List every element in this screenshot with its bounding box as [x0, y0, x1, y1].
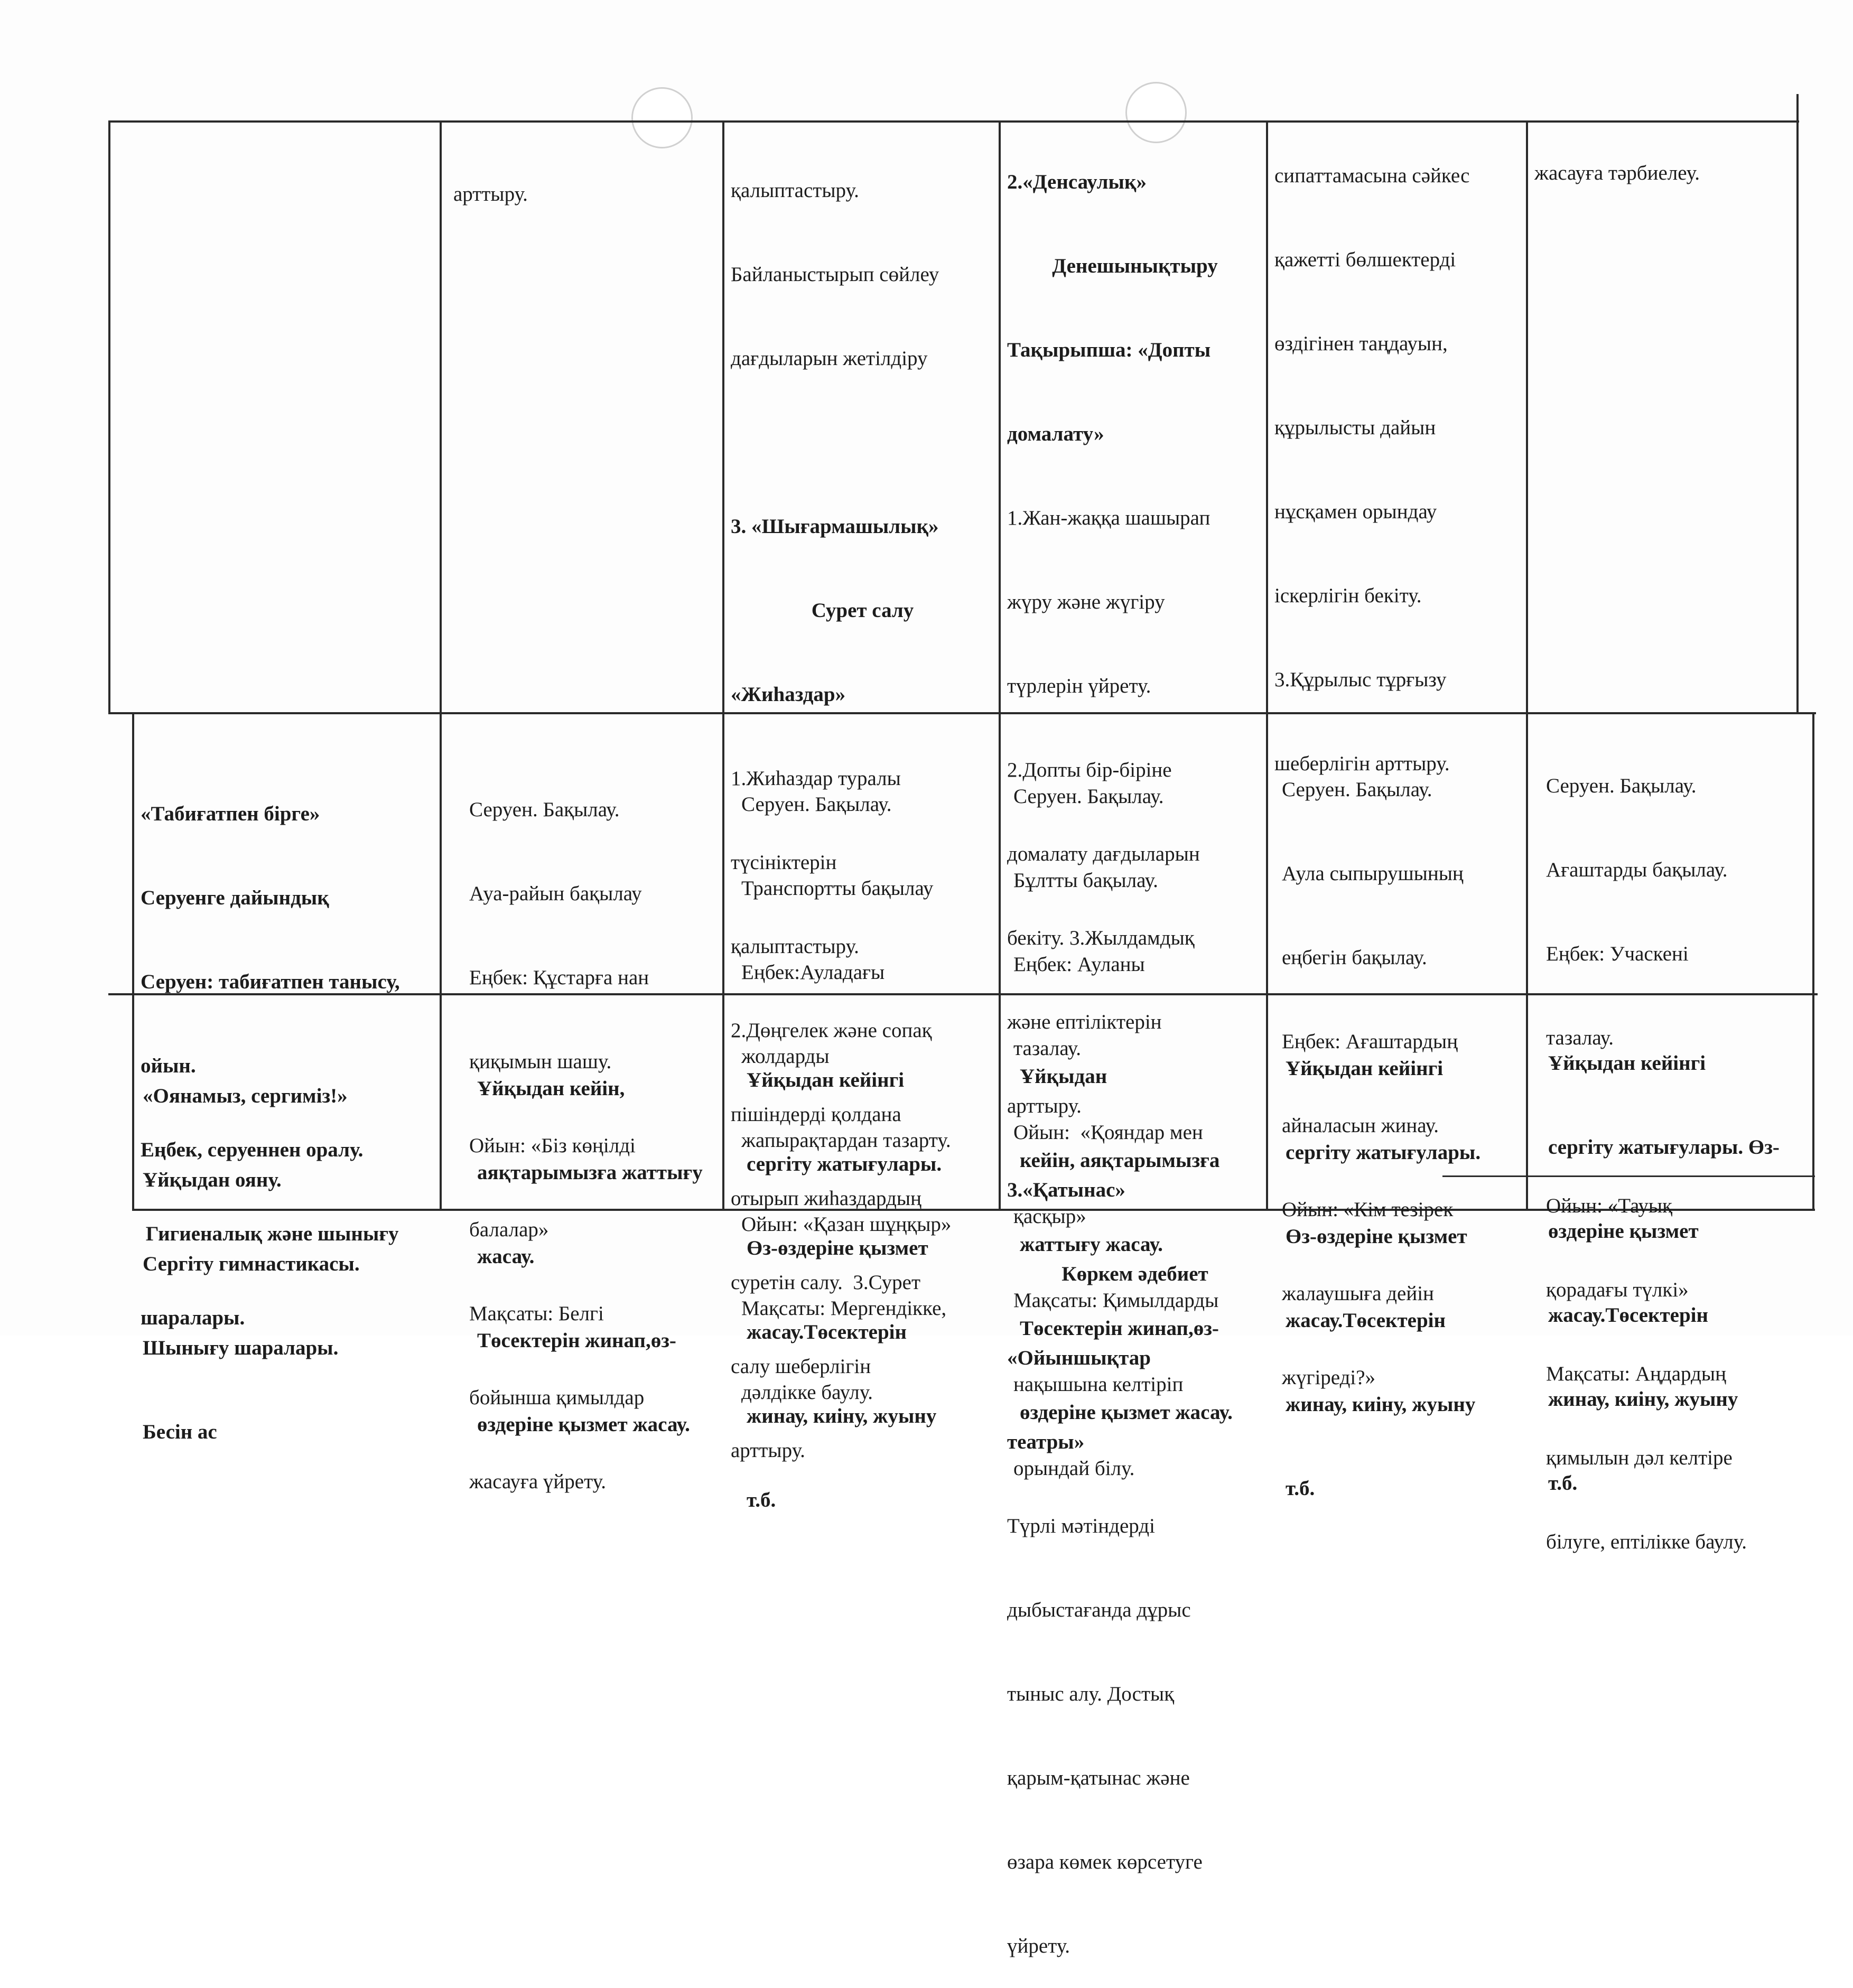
cell-text: жолдарды	[741, 1045, 830, 1068]
cell-text: жаттығу жасау.	[1020, 1233, 1163, 1256]
cell-text: арттыру.	[453, 183, 528, 206]
cell-text: жасау.Төсектерін	[1548, 1304, 1708, 1327]
cell-text: арттыру.	[1007, 1095, 1082, 1117]
cell-text: Ойын: «Тауық	[1546, 1194, 1673, 1217]
cell-text: жүгіреді?»	[1282, 1366, 1376, 1389]
cell-text: дағдыларын жетілдіру	[731, 347, 928, 370]
cell-text: Ойын: «Біз көңілді	[469, 1134, 636, 1157]
wake-row-col3-cell	[742, 1010, 999, 1542]
cell-text: Еңбек: Учаскені	[1546, 942, 1689, 965]
wake-row-col2-cell	[473, 1019, 721, 1467]
cell-text: жасау.Төсектерін	[1286, 1309, 1446, 1332]
cell-text: білуге, ептілікке баулу.	[1546, 1530, 1747, 1553]
cell-text: жинау, киіну, жуыну	[1548, 1388, 1738, 1411]
cell-text: нақышына келтіріп	[1013, 1373, 1184, 1396]
section-heading: 3. «Шығармашылық»	[731, 515, 939, 538]
cell-text: тазалау.	[1013, 1037, 1082, 1060]
cell-text: 1.Жан-жаққа шашырап	[1007, 507, 1210, 529]
cell-text: өздігінен таңдауын,	[1274, 332, 1448, 355]
cell-text: іскерлігін бекіту.	[1274, 584, 1422, 607]
wake-row-col5-cell	[1281, 998, 1527, 1530]
cell-text: тазалау.	[1546, 1026, 1614, 1049]
cell-text: шеберлігін арттыру.	[1274, 752, 1450, 775]
cell-text: Серуен. Бақылау.	[1546, 774, 1697, 797]
cell-text: Еңбек: Ағаштардың	[1282, 1030, 1458, 1053]
cell-text: Мақсаты: Аңдардың	[1546, 1362, 1726, 1385]
section-title: театры»	[1007, 1431, 1085, 1453]
cell-text: түрлерін үйрету.	[1007, 675, 1151, 697]
cell-text: 2.Дөңгелек және сопақ	[731, 1019, 932, 1042]
cell-text: қасқыр»	[1013, 1205, 1086, 1228]
cell-text: Ұйқыдан кейінгі	[747, 1069, 905, 1091]
cell-text: Бұлтты бақылау.	[1013, 869, 1158, 892]
cell-text: дәлдікке баулу.	[741, 1381, 873, 1404]
cell-text: Ұйқыдан	[1020, 1065, 1107, 1088]
cell-text: Өз-өздеріне қызмет	[1286, 1225, 1467, 1248]
cell-text: т.б.	[747, 1489, 776, 1511]
section-heading: 3.«Қатынас»	[1007, 1179, 1125, 1201]
cell-text: Ұйқыдан кейінгі	[1286, 1057, 1444, 1080]
section-subheading: Денешынықтыру	[1052, 255, 1218, 277]
cell-text: орындай білу.	[1013, 1457, 1135, 1480]
cell-text: сергіту жатығулары.	[1286, 1141, 1481, 1164]
cell-text: жасауға үйрету.	[469, 1470, 606, 1493]
cell-text: суретін салу. 3.Сурет	[731, 1271, 920, 1294]
section-title: «Жиһаздар»	[731, 683, 846, 706]
section-title: «Ойыншықтар	[1007, 1347, 1151, 1369]
cell-text: домалату дағдыларын	[1007, 843, 1200, 865]
column-divider	[999, 120, 1001, 1210]
cell-text: жалаушыға дейін	[1282, 1282, 1434, 1305]
cell-text: үйрету.	[1007, 1935, 1070, 1957]
cell-text: жүру және жүгіру	[1007, 591, 1165, 613]
cell-text: Еңбек: Құстарға нан	[469, 966, 649, 989]
cell-text: 2.Допты бір-біріне	[1007, 759, 1172, 781]
cell-text: т.б.	[1548, 1472, 1578, 1495]
cell-text: аяқтарымызға жаттығу	[477, 1161, 703, 1184]
top-row-col2-cell	[449, 124, 719, 236]
row-label: Серуенге дайындық	[141, 886, 329, 909]
cell-text: қалыптастыру.	[731, 179, 859, 202]
cell-text: балалар»	[469, 1218, 549, 1241]
cell-text: құрылысты дайын	[1274, 416, 1436, 439]
cell-text: 1.Жиһаздар туралы	[731, 767, 901, 790]
cell-text: жинау, киіну, жуыну	[1286, 1393, 1476, 1416]
cell-text: дыбыстағанда дұрыс	[1007, 1599, 1191, 1621]
cell-text: Мақсаты: Мергендікке,	[741, 1297, 947, 1320]
cell-text: Серуен. Бақылау.	[1282, 778, 1432, 801]
cell-text: қиқымын шашу.	[469, 1050, 612, 1073]
cell-text: Байланыстырып сөйлеу	[731, 263, 939, 286]
cell-text: айналасын жинау.	[1282, 1114, 1439, 1137]
cell-text: Серуен. Бақылау.	[741, 793, 892, 816]
column-divider	[722, 120, 724, 1210]
cell-text: отырып жиһаздардың	[731, 1187, 921, 1210]
row-label: Шынығу шаралары.	[143, 1337, 339, 1359]
cell-text: қорадағы түлкі»	[1546, 1278, 1689, 1301]
wake-row-col4-cell	[1016, 1006, 1268, 1454]
cell-text: кейін, аяқтарымызға	[1020, 1149, 1220, 1172]
section-heading: 2.«Денсаулық»	[1007, 171, 1147, 193]
row-label: шаралары.	[141, 1306, 245, 1329]
cell-text: бойынша қимылдар	[469, 1386, 645, 1409]
cell-text: жасауға тәрбиелеу.	[1534, 162, 1700, 184]
cell-text: Ойын: «Қояндар мен	[1013, 1121, 1203, 1144]
cell-text: Ойын: «Қазан шұңқыр»	[741, 1213, 952, 1236]
cell-text: қимылын дәл келтіре	[1546, 1446, 1733, 1469]
cell-text: Транспортты бақылау	[741, 877, 934, 900]
row-label: Бесін ас	[143, 1421, 217, 1443]
wake-row-label-cell	[138, 1026, 437, 1474]
row-label: ойын.	[141, 1054, 196, 1077]
blank-line	[731, 428, 994, 456]
cell-text: Ұйқыдан кейін,	[477, 1077, 625, 1100]
cell-text: өздеріне қызмет жасау.	[1020, 1401, 1233, 1424]
section-title: домалату»	[1007, 423, 1104, 445]
row-label: «Табиғатпен бірге»	[141, 802, 320, 825]
cell-text: Ағаштарды бақылау.	[1546, 858, 1728, 881]
column-divider	[108, 120, 110, 714]
cell-text: бекіту. 3.Жылдамдық	[1007, 927, 1195, 949]
cell-text: қалыптастыру.	[731, 935, 859, 958]
row-label: Гигиеналық және шынығу	[141, 1222, 399, 1245]
cell-text: Аула сыпырушының	[1282, 862, 1464, 885]
cell-text: сергіту жатығулары. Өз-	[1548, 1136, 1780, 1159]
top-row-col6-cell	[1530, 103, 1797, 215]
section-title: Тақырыпша: «Допты	[1007, 339, 1211, 361]
cell-text: түсініктерін	[731, 851, 837, 874]
cell-text: сипаттамасына сәйкес	[1274, 164, 1470, 187]
cell-text: және ептіліктерін	[1007, 1011, 1162, 1033]
cell-text: Серуен. Бақылау.	[1013, 785, 1164, 808]
cell-text: 3.Құрылыс тұрғызу	[1274, 668, 1447, 691]
cell-text: қажетті бөлшектерді	[1274, 248, 1456, 271]
cell-text: салу шеберлігін	[731, 1355, 871, 1378]
cell-text: Еңбек: Ауланы	[1013, 953, 1145, 976]
cell-text: Ауа-райын бақылау	[469, 882, 642, 905]
cell-text: Төсектерін жинап,өз-	[477, 1329, 676, 1352]
wake-row-col6-cell	[1544, 993, 1813, 1525]
cell-text: тыныс алу. Достық	[1007, 1683, 1175, 1705]
row-label: Еңбек, серуеннен оралу.	[141, 1138, 364, 1161]
cell-text: еңбегін бақылау.	[1282, 946, 1427, 969]
cell-text: Серуен. Бақылау.	[469, 798, 620, 821]
cell-text: сергіту жатығулары.	[747, 1153, 942, 1175]
cell-text: қарым-қатынас және	[1007, 1767, 1190, 1789]
cell-text: Төсектерін жинап,өз-	[1020, 1317, 1219, 1340]
cell-text: өздеріне қызмет	[1548, 1220, 1699, 1243]
cell-text: Түрлі мәтіндерді	[1007, 1515, 1155, 1537]
cell-text: Ұйқыдан кейінгі	[1548, 1052, 1706, 1075]
cell-text: жинау, киіну, жуыну	[747, 1405, 937, 1427]
row-label: Серуен: табиғатпен танысу,	[141, 970, 400, 993]
cell-text: Мақсаты: Белгі	[469, 1302, 604, 1325]
cell-text: т.б.	[1286, 1477, 1315, 1500]
cell-text: жасау.	[477, 1245, 535, 1268]
row-label: «Оянамыз, сергиміз!»	[143, 1085, 348, 1107]
cell-text: өзара көмек көрсетуге	[1007, 1851, 1203, 1873]
cell-text: Ойын: «Кім тезірек	[1282, 1198, 1454, 1221]
column-divider	[132, 712, 134, 1210]
cell-text: Мақсаты: Қимылдарды	[1013, 1289, 1219, 1312]
cell-text: өздеріне қызмет жасау.	[477, 1413, 690, 1436]
cell-text: жасау.Төсектерін	[747, 1321, 907, 1343]
cell-text: жапырақтардан тазарту.	[741, 1129, 951, 1152]
row-label: Ұйқыдан ояну.	[143, 1169, 282, 1191]
section-subheading: Сурет салу	[811, 599, 914, 622]
top-row-col5-cell	[1270, 106, 1529, 806]
cell-text: пішіндерді қолдана	[731, 1103, 901, 1126]
cell-text: Еңбек:Ауладағы	[741, 961, 885, 984]
section-subheading: Көркем әдебиет	[1061, 1263, 1208, 1285]
cell-text: нұсқамен орындау	[1274, 500, 1437, 523]
row-label: Сергіту гимнастикасы.	[143, 1253, 360, 1275]
cell-text: арттыру.	[731, 1439, 805, 1462]
cell-text: Өз-өздеріне қызмет	[747, 1237, 928, 1259]
